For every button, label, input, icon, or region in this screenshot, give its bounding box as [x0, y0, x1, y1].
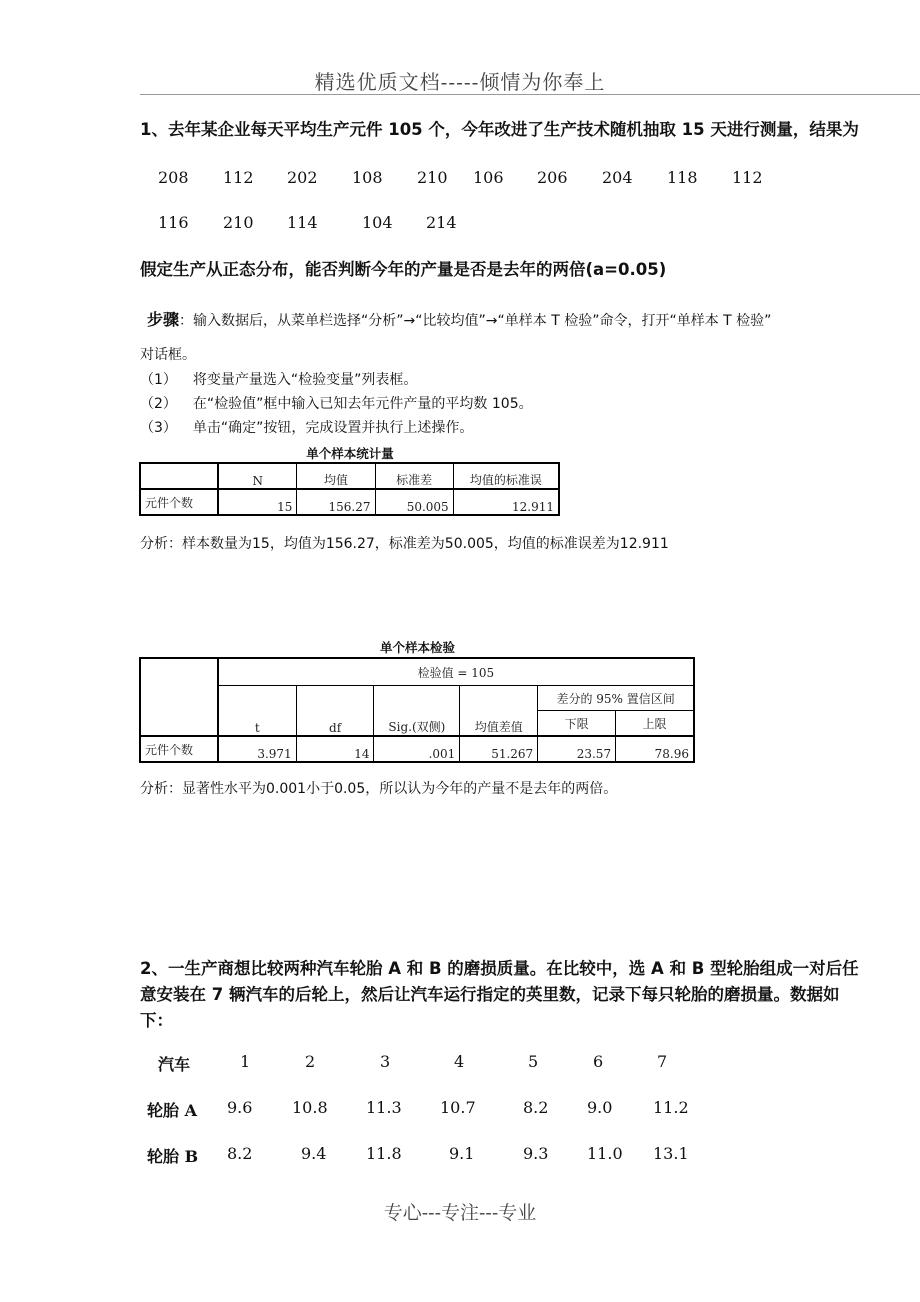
assumption-text: 假定生产从正态分布，能否判断今年的产量是否是去年的两倍(a=0.05): [140, 260, 667, 279]
table-cell: .001: [374, 736, 460, 762]
steps-continuation: 对话框。: [140, 347, 196, 363]
tire-value: 11.2: [653, 1098, 689, 1117]
column-header: Sig.(双侧): [374, 686, 460, 737]
analysis-2: 分析：显著性水平为0.001小于0.05，所以认为今年的产量不是去年的两倍。: [140, 781, 618, 797]
table-cell: 12.911: [453, 489, 559, 515]
tire-value: 9.6: [227, 1098, 253, 1117]
data-value: 104: [362, 213, 393, 232]
question-2-line-2: 意安装在 7 辆汽车的后轮上，然后让汽车运行指定的英里数，记录下每只轮胎的磨损量。数据如: [140, 985, 840, 1004]
tire-value: 9.1: [449, 1144, 475, 1163]
step-number: （1）: [140, 372, 177, 388]
car-number: 6: [593, 1052, 604, 1071]
step-text: 在“检验值”框中输入已知去年元件产量的平均数 105。: [192, 396, 533, 412]
data-value: 210: [223, 213, 254, 232]
car-number: 7: [657, 1052, 668, 1071]
page-header: 精选优质文档-----倾情为你奉上: [314, 70, 606, 94]
step-text: 将变量产量选入“检验变量”列表框。: [192, 372, 418, 388]
test-value-header: 检验值 = 105: [218, 658, 694, 686]
data-value: 204: [602, 168, 633, 187]
ci-header: 差分的 95% 置信区间: [538, 686, 694, 711]
column-header: 均值: [297, 463, 375, 489]
car-number: 3: [380, 1052, 391, 1071]
data-value: 208: [158, 168, 189, 187]
column-header: 上限: [616, 711, 694, 737]
analysis-1: 分析：样本数量为15，均值为156.27，标准差为50.005，均值的标准误差为12.911: [140, 536, 669, 552]
table-cell: 23.57: [538, 736, 616, 762]
car-number: 5: [528, 1052, 539, 1071]
row-label: 轮胎 A: [147, 1101, 197, 1120]
table-corner: [140, 658, 218, 736]
column-header: 均值的标准误: [453, 463, 559, 489]
table1-caption: 单个样本统计量: [306, 446, 394, 461]
step-number: （3）: [140, 420, 177, 436]
column-header: 均值差值: [460, 686, 538, 737]
step-text: 单击“确定”按钮，完成设置并执行上述操作。: [192, 420, 474, 436]
steps-text: ：输入数据后，从菜单栏选择“分析”→“比较均值”→“单样本 T 检验”命令，打开“单样本 T 检验”: [179, 313, 772, 329]
table-cell: 3.971: [218, 736, 296, 762]
one-sample-statistics-table: [139, 462, 560, 516]
data-value: 118: [667, 168, 698, 187]
table-cell: 51.267: [460, 736, 538, 762]
tire-value: 8.2: [523, 1098, 549, 1117]
data-value: 206: [537, 168, 568, 187]
steps-label: 步骤: [147, 310, 180, 329]
column-header: 标准差: [375, 463, 453, 489]
table-cell: 156.27: [297, 489, 375, 515]
step-number: （2）: [140, 396, 177, 412]
table-cell: 50.005: [375, 489, 453, 515]
car-number: 2: [305, 1052, 316, 1071]
row-label: 汽车: [158, 1055, 191, 1074]
tire-value: 13.1: [653, 1144, 689, 1163]
row-label: 元件个数: [140, 489, 218, 515]
tire-value: 9.3: [523, 1144, 549, 1163]
tire-value: 10.7: [440, 1098, 476, 1117]
data-value: 214: [426, 213, 457, 232]
column-header: N: [218, 463, 297, 489]
tire-value: 10.8: [292, 1098, 328, 1117]
table2-caption: 单个样本检验: [379, 640, 455, 655]
car-number: 1: [240, 1052, 251, 1071]
table-cell: 78.96: [616, 736, 694, 762]
row-label: 元件个数: [140, 736, 218, 762]
header-divider: [140, 94, 920, 95]
question-2-line-3: 下：: [140, 1011, 173, 1030]
step-item: [140, 417, 473, 437]
tire-value: 9.4: [301, 1144, 327, 1163]
data-value: 202: [287, 168, 318, 187]
tire-value: 11.8: [366, 1144, 402, 1163]
car-number: 4: [454, 1052, 465, 1071]
step-item: [140, 393, 533, 413]
data-value: 210: [417, 168, 448, 187]
tire-value: 11.3: [366, 1098, 402, 1117]
data-value: 108: [352, 168, 383, 187]
data-value: 112: [223, 168, 254, 187]
tire-value: 11.0: [587, 1144, 623, 1163]
question-1-text: 1、去年某企业每天平均生产元件 105 个，今年改进了生产技术随机抽取 15 天进行测量，结果为: [140, 120, 859, 139]
table-corner: [140, 463, 218, 489]
data-value: 112: [732, 168, 763, 187]
step-item: [140, 369, 417, 389]
question-2-line-1: 2、一生产商想比较两种汽车轮胎 A 和 B 的磨损质量。在比较中，选 A 和 B 型轮胎组成一对后任: [140, 959, 859, 978]
table-cell: 14: [296, 736, 374, 762]
column-header: t: [218, 686, 296, 737]
steps-line: [147, 307, 771, 330]
tire-value: 8.2: [227, 1144, 253, 1163]
tire-value: 9.0: [587, 1098, 613, 1117]
table-cell: 15: [218, 489, 297, 515]
data-value: 114: [287, 213, 318, 232]
row-label: 轮胎 B: [147, 1147, 199, 1166]
page-footer: 专心---专注---专业: [383, 1202, 537, 1224]
column-header: 下限: [538, 711, 616, 737]
data-value: 116: [158, 213, 189, 232]
data-value: 106: [473, 168, 504, 187]
one-sample-test-table: [139, 657, 695, 763]
column-header: df: [296, 686, 374, 737]
